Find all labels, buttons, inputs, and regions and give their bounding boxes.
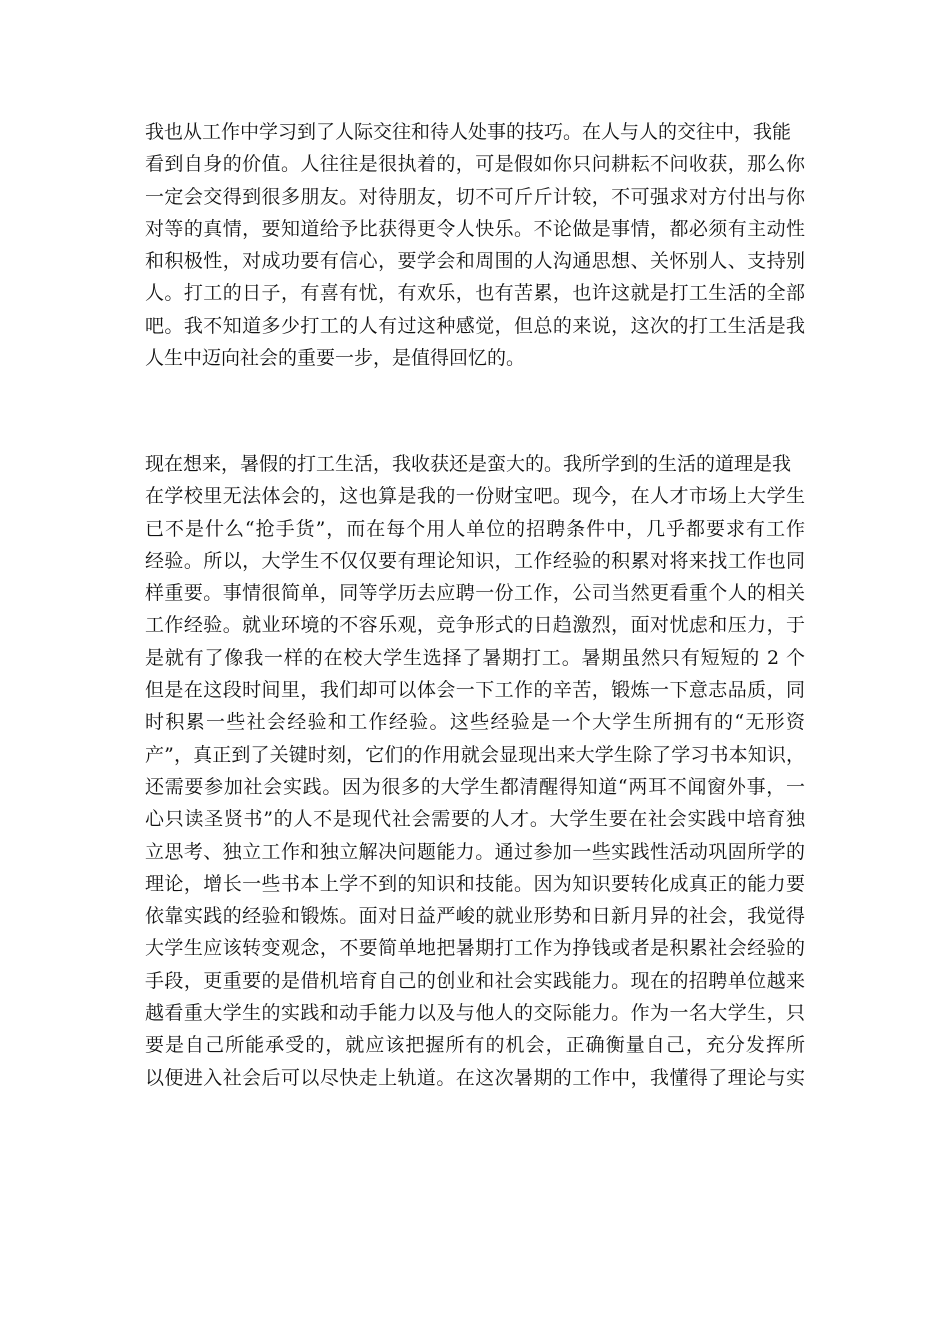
paragraph-line: 对等的真情，要知道给予比获得更令人快乐。不论做是事情，都必须有主动性: [145, 217, 805, 240]
paragraph-line: 和积极性，对成功要有信心，要学会和周围的人沟通思想、关怀别人、支持别: [145, 250, 805, 273]
paragraph-line: 要是自己所能承受的，就应该把握所有的机会，正确衡量自己，充分发挥所: [145, 1034, 805, 1057]
paragraph-line: 我也从工作中学习到了人际交往和待人处事的技巧。在人与人的交往中，我能: [145, 121, 792, 143]
paragraph-line: 人。打工的日子，有喜有忧，有欢乐，也有苦累，也许这就是打工生活的全部: [145, 282, 805, 305]
paragraph-line: 人生中迈向社会的重要一步，是值得回忆的。: [145, 347, 526, 370]
paragraph-1: [145, 116, 805, 374]
paragraph-line: 现在想来，暑假的打工生活，我收获还是蛮大的。我所学到的生活的道理是我: [145, 453, 792, 475]
paragraph-line: 看到自身的价值。人往往是很执着的，可是假如你只问耕耘不问收获，那么你: [145, 153, 805, 176]
paragraph-line: 还需要参加社会实践。因为很多的大学生都清醒得知道“两耳不闻窗外事，一: [145, 775, 805, 798]
paragraph-line: 依靠实践的经验和锻炼。面对日益严峻的就业形势和日新月异的社会，我觉得: [145, 905, 805, 928]
paragraph-line: 一定会交得到很多朋友。对待朋友，切不可斤斤计较，不可强求对方付出与你: [145, 185, 805, 208]
paragraph-line: 是就有了像我一样的在校大学生选择了暑期打工。暑期虽然只有短短的 2 个: [145, 646, 805, 669]
paragraph-line: 吧。我不知道多少打工的人有过这种感觉，但总的来说，这次的打工生活是我: [145, 314, 805, 337]
paragraph-line: 越看重大学生的实践和动手能力以及与他人的交际能力。作为一名大学生，只: [145, 1002, 805, 1025]
paragraph-line: 大学生应该转变观念，不要简单地把暑期打工作为挣钱或者是积累社会经验的: [145, 937, 805, 960]
paragraph-line: 理论，增长一些书本上学不到的知识和技能。因为知识要转化成真正的能力要: [145, 872, 805, 895]
paragraph-line: 立思考、独立工作和独立解决问题能力。通过参加一些实践性活动巩固所学的: [145, 840, 805, 863]
paragraph-line: 心只读圣贤书”的人不是现代社会需要的人才。大学生要在社会实践中培育独: [145, 808, 805, 831]
paragraph-line: 已不是什么“抢手货”，而在每个用人单位的招聘条件中，几乎都要求有工作: [145, 517, 805, 540]
paragraph-line: 在学校里无法体会的，这也算是我的一份财宝吧。现今，在人才市场上大学生: [145, 485, 805, 508]
paragraph-line: 时积累一些社会经验和工作经验。这些经验是一个大学生所拥有的“无形资: [145, 711, 805, 734]
paragraph-line: 工作经验。就业环境的不容乐观，竞争形式的日趋激烈，面对忧虑和压力，于: [145, 614, 805, 637]
paragraph-line: 以便进入社会后可以尽快走上轨道。在这次暑期的工作中，我懂得了理论与实: [145, 1066, 805, 1089]
paragraph-line: 手段，更重要的是借机培育自己的创业和社会实践能力。现在的招聘单位越来: [145, 969, 805, 992]
paragraph-line: 样重要。事情很简单，同等学历去应聘一份工作，公司当然更看重个人的相关: [145, 582, 805, 605]
paragraph-line: 但是在这段时间里，我们却可以体会一下工作的辛苦，锻炼一下意志品质，同: [145, 679, 805, 702]
paragraph-line: 产”，真正到了关键时刻，它们的作用就会显现出来大学生除了学习书本知识，: [145, 743, 805, 766]
paragraph-2: [145, 448, 805, 1094]
paragraph-line: 经验。所以，大学生不仅仅要有理论知识，工作经验的积累对将来找工作也同: [145, 549, 805, 572]
